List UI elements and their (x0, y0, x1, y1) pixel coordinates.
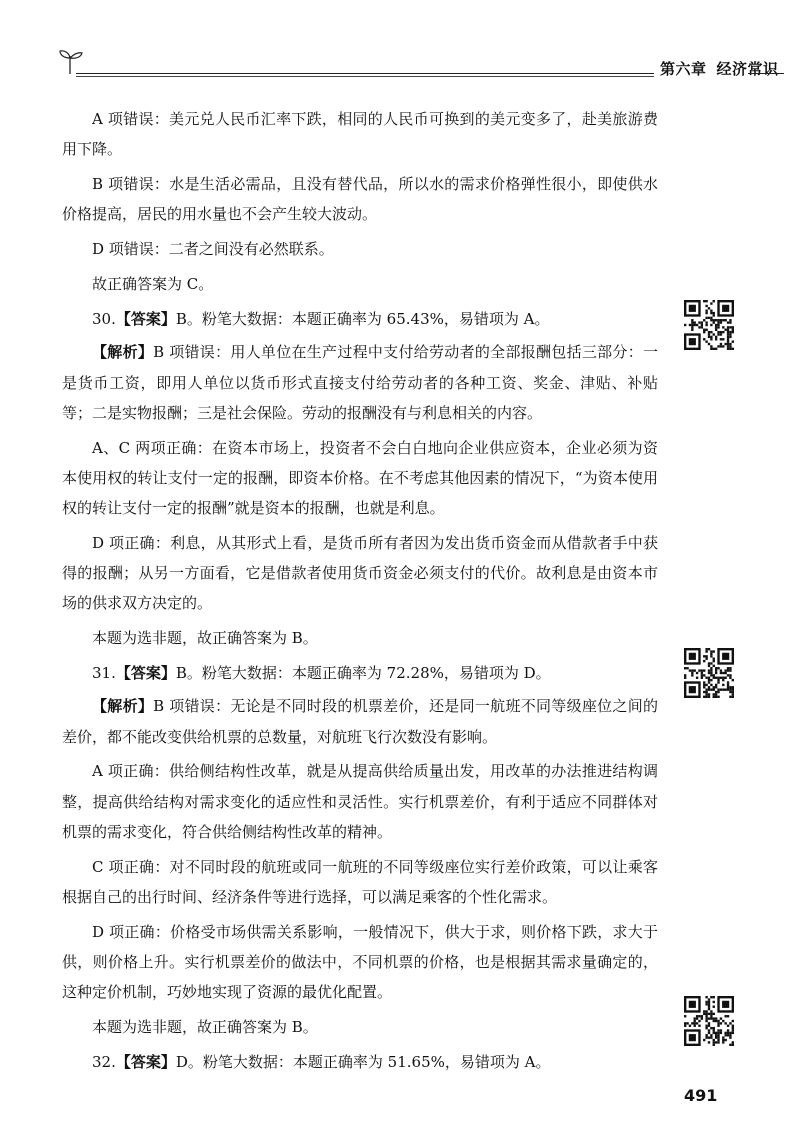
paragraph: B 项错误：水是生活必需品，且没有替代品，所以水的需求价格弹性很小，即使供水价格提高，居民的用水量也不会产生较大波动。 (62, 175, 658, 224)
paragraph: D 项错误：二者之间没有必然联系。 (92, 240, 334, 258)
answer-line-31: 31.【答案】B。粉笔大数据：本题正确率为 72.28%，易错项为 D。 (92, 663, 551, 682)
paragraph: A 项正确：供给侧结构性改革，就是从提高供给质量出发，用改革的办法推进结构调整，提高供给结构对需求变化的适应性和灵活性。实行机票差价，有利于适应不同群体对机票的需求变化，符合供给侧结构性改革的精神。 (62, 762, 658, 841)
chapter-number: 第六章 (660, 60, 707, 78)
header-rule (76, 73, 654, 74)
page-body (62, 104, 658, 1080)
question-number: 32. (92, 1052, 116, 1071)
answer-label: 【答案】 (115, 1052, 176, 1071)
answer-label: 【答案】 (115, 309, 176, 328)
page-number: 491 (684, 1086, 718, 1105)
page-header (58, 44, 784, 84)
paragraph: 故正确答案为 C。 (92, 274, 214, 293)
paragraph: A、C 两项正确：在资本市场上，投资者不会白白地向企业供应资本，企业必须为资本使用权的转让支付一定的报酬，即资本价格。在不考虑其他因素的情况下，“为资本使用权的转让支付一定的报酬”就是资本的报酬，也就是利息。 (62, 438, 658, 517)
chapter-heading (660, 58, 779, 79)
header-rule-right (748, 73, 784, 74)
answer-line-30: 30.【答案】B。粉笔大数据：本题正确率为 65.43%，易错项为 A。 (92, 309, 550, 328)
analysis-paragraph: 【解析】B 项错误：用人单位在生产过程中支付给劳动者的全部报酬包括三部分：一是货币工资，即用人单位以货币形式直接支付给劳动者的各种工资、奖金、津贴、补贴等；二是实物报酬；三是社会保险。劳动的报酬没有与利息相关的内容。 (62, 343, 658, 422)
qr-code-icon[interactable] (684, 996, 734, 1046)
chapter-title: 经济常识 (716, 60, 779, 78)
paragraph: D 项正确：利息，从其形式上看，是货币所有者因为发出货币资金而从借款者手中获得的报酬；从另一方面看，它是借款者使用货币资金必须支付的代价。故利息是由资本市场的供求双方决定的。 (62, 533, 658, 613)
qr-code-icon[interactable] (684, 648, 734, 698)
leaf-logo-icon (58, 46, 84, 76)
question-number: 31. (92, 663, 116, 682)
qr-code-icon[interactable] (684, 300, 734, 350)
answer-label: 【答案】 (115, 663, 176, 682)
header-rule-thin (76, 76, 654, 77)
analysis-paragraph: 【解析】B 项错误：无论是不同时段的机票差价，还是同一航班不同等级座位之间的差价，都不能改变供给机票的总数量，对航班飞行次数没有影响。 (62, 697, 658, 746)
analysis-label: 【解析】 (92, 697, 154, 716)
paragraph: 本题为选非题，故正确答案为 B。 (92, 628, 318, 647)
paragraph: A 项错误：美元兑人民币汇率下跌，相同的人民币可换到的美元变多了，赴美旅游费用下降。 (62, 110, 658, 159)
analysis-label: 【解析】 (92, 343, 154, 362)
paragraph: D 项正确：价格受市场供需关系影响，一般情况下，供大于求，则价格下跌，求大于供，则价格上升。实行机票差价的做法中，不同机票的价格，也是根据其需求量确定的，这种定价机制，巧妙地实现了资源的最优化配置。 (62, 922, 658, 1002)
question-number: 30. (92, 309, 116, 328)
answer-line-32: 32.【答案】D。粉笔大数据：本题正确率为 51.65%，易错项为 A。 (92, 1052, 551, 1071)
paragraph: C 项正确：对不同时段的航班或同一航班的不同等级座位实行差价政策，可以让乘客根据自己的出行时间、经济条件等进行选择，可以满足乘客的个性化需求。 (62, 857, 658, 906)
paragraph: 本题为选非题，故正确答案为 B。 (92, 1017, 318, 1036)
